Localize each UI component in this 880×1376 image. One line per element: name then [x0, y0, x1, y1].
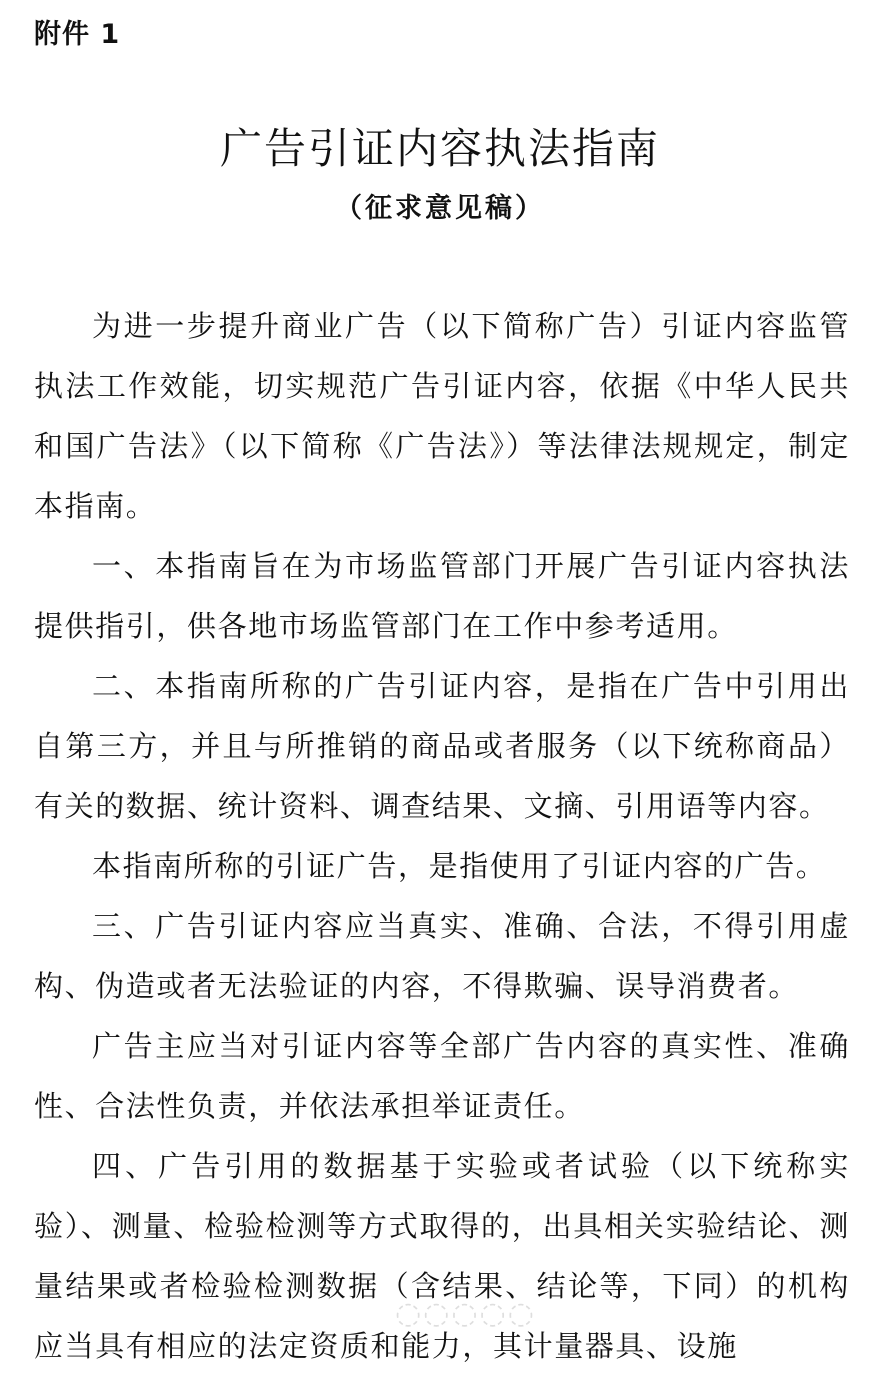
paragraph-section-3: 三、广告引证内容应当真实、准确、合法，不得引用虚构、伪造或者无法验证的内容，不得欺骗、误导消费者。 [34, 909, 850, 1003]
paragraph-section-4: 四、广告引用的数据基于实验或者试验（以下统称实验）、测量、检验检测等方式取得的，出具相关实验结论、测量结果或者检验检测数据（含结果、结论等，下同）的机构应当具有相应的法定资质和能力，其计量器具、设施 [34, 1149, 850, 1363]
attachment-label: 附件 1 [34, 19, 121, 50]
paragraph-section-3-note: 广告主应当对引证内容等全部广告内容的真实性、准确性、合法性负责，并依法承担举证责任。 [34, 1029, 850, 1123]
paragraph-section-2-note: 本指南所称的引证广告，是指使用了引证内容的广告。 [92, 849, 827, 883]
watermark: ◌◌◌◌◌ [395, 1296, 536, 1331]
document-title: 广告引证内容执法指南 [219, 124, 660, 173]
paragraph-intro: 为进一步提升商业广告（以下简称广告）引证内容监管执法工作效能，切实规范广告引证内容，依据《中华人民共和国广告法》（以下简称《广告法》）等法律法规规定，制定本指南。 [34, 309, 850, 523]
paragraph-section-1: 一、本指南旨在为市场监管部门开展广告引证内容执法提供指引，供各地市场监管部门在工作中参考适用。 [34, 549, 850, 643]
document-body [34, 296, 850, 1376]
document-subtitle: （征求意见稿） [335, 193, 545, 224]
paragraph-section-2: 二、本指南所称的广告引证内容，是指在广告中引用出自第三方，并且与所推销的商品或者服务（以下统称商品）有关的数据、统计资料、调查结果、文摘、引用语等内容。 [34, 669, 850, 823]
